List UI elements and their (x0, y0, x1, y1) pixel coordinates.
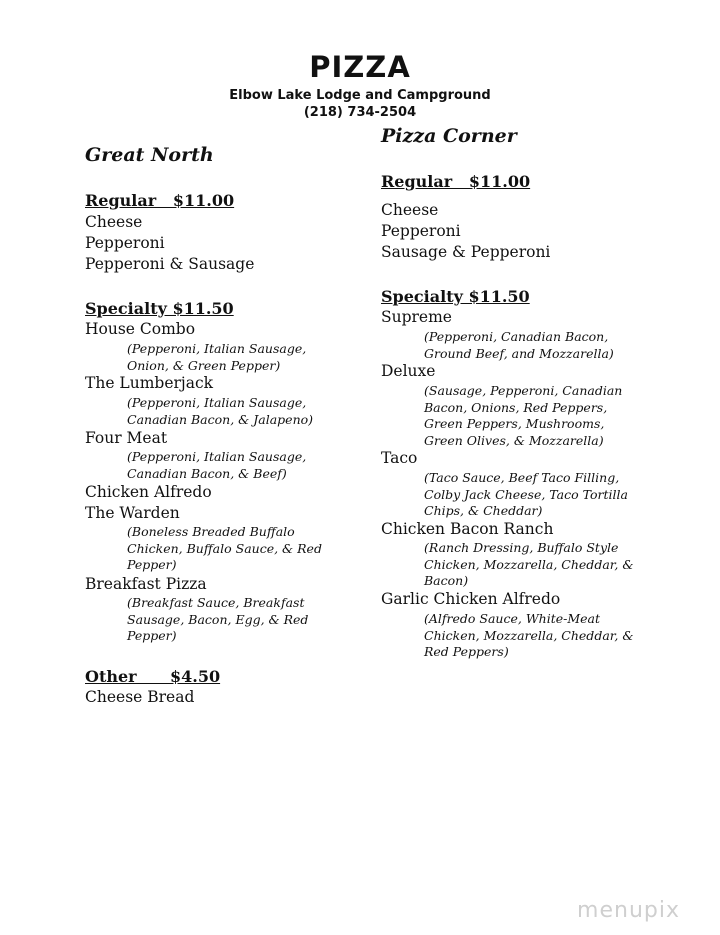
pizza-corner-title: Pizza Corner (381, 125, 517, 147)
right-regular-heading: Regular $11.00 (381, 172, 531, 191)
venue-name: Elbow Lake Lodge and Campground (229, 88, 491, 103)
menu-item: Garlic Chicken Alfredo (381, 590, 561, 608)
item-description: (Pepperoni, Italian Sausage, Canadian Bacon, & Beef) (127, 449, 307, 481)
menu-item: Breakfast Pizza (85, 575, 207, 593)
menu-item: Chicken Alfredo (85, 483, 212, 501)
item-description: (Pepperoni, Italian Sausage, Onion, & Green Pepper) (127, 341, 307, 373)
menu-item: Pepperoni (381, 222, 461, 240)
menu-item: Deluxe (381, 362, 436, 380)
left-other-heading: Other $4.50 (85, 667, 221, 686)
page-title: PIZZA (309, 50, 411, 84)
menu-item: Taco (381, 449, 418, 467)
menu-item: Chicken Bacon Ranch (381, 520, 554, 538)
menu-item: Cheese Bread (85, 688, 195, 706)
menu-item: Cheese (85, 213, 143, 231)
menu-item: House Combo (85, 320, 196, 338)
menu-item: Supreme (381, 308, 452, 326)
left-regular-heading: Regular $11.00 (85, 191, 235, 210)
menu-item: Cheese (381, 201, 439, 219)
menu-item: The Warden (85, 504, 180, 522)
great-north-title: Great North (85, 144, 214, 166)
menu-item: Four Meat (85, 429, 168, 447)
item-description: (Alfredo Sauce, White-Meat Chicken, Mozzarella, Cheddar, & Red Peppers) (424, 611, 634, 659)
menu-item: The Lumberjack (85, 374, 214, 392)
item-description: (Pepperoni, Canadian Bacon, Ground Beef, and Mozzarella) (424, 329, 614, 361)
menu-item: Sausage & Pepperoni (381, 243, 551, 261)
menu-item: Pepperoni (85, 234, 165, 252)
right-specialty-heading: Specialty $11.50 (381, 287, 530, 306)
item-description: (Pepperoni, Italian Sausage, Canadian Bacon, & Jalapeno) (127, 395, 314, 427)
menupix-watermark: menupix (577, 898, 680, 923)
item-description: (Breakfast Sauce, Breakfast Sausage, Bacon, Egg, & Red Pepper) (127, 595, 309, 643)
phone-number: (218) 734-2504 (303, 105, 417, 120)
item-description: (Ranch Dressing, Buffalo Style Chicken, Mozzarella, Cheddar, & Bacon) (424, 540, 634, 588)
left-specialty-heading: Specialty $11.50 (85, 299, 234, 318)
item-description: (Boneless Breaded Buffalo Chicken, Buffalo Sauce, & Red Pepper) (127, 524, 322, 572)
item-description: (Taco Sauce, Beef Taco Filling, Colby Jack Cheese, Taco Tortilla Chips, & Cheddar) (424, 470, 628, 518)
menu-item: Pepperoni & Sausage (85, 255, 255, 273)
item-description: (Sausage, Pepperoni, Canadian Bacon, Onions, Red Peppers, Green Peppers, Mushrooms, Green Olives, & Mozzarella) (424, 383, 623, 448)
